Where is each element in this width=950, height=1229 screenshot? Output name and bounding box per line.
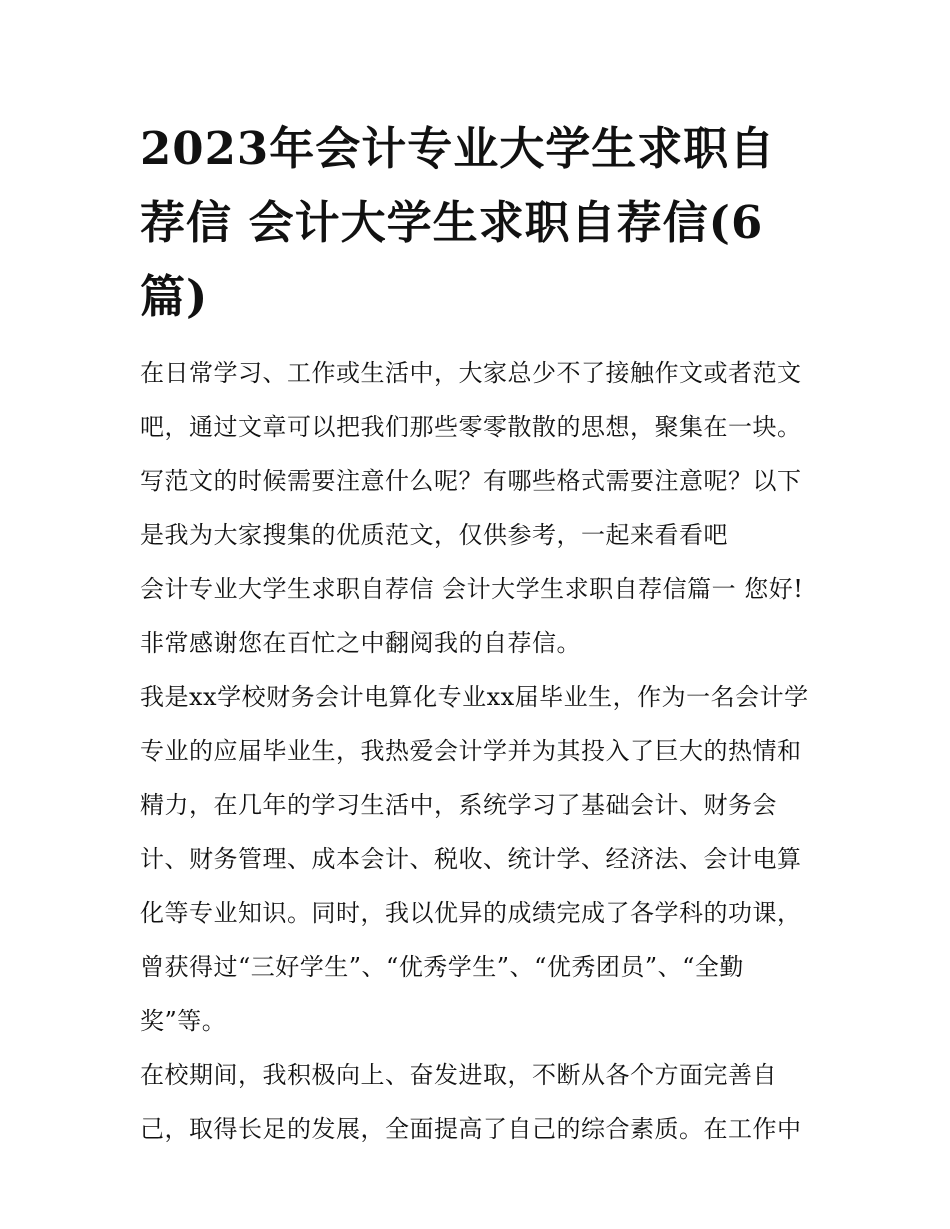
document-title: 2023年会计专业大学生求职自荐信 会计大学生求职自荐信(6篇) — [140, 122, 776, 323]
document-body — [140, 346, 812, 1156]
campus-activities-paragraph: 在校期间，我积极向上、奋发进取，不断从各个方面完善自己，取得长足的发展，全面提高了自己的综合素质。在工作中 — [140, 1061, 802, 1143]
section-heading-line: 会计专业大学生求职自荐信 会计大学生求职自荐信篇一 您好! — [140, 575, 804, 603]
intro-paragraph: 在日常学习、工作或生活中，大家总少不了接触作文或者范文吧，通过文章可以把我们那些零零散散的思想，聚集在一块。写范文的时候需要注意什么呢？有哪些格式需要注意呢？以下是我为大家搜集的优质范文，仅供参考，一起来看看吧 — [140, 359, 802, 549]
thanks-paragraph: 非常感谢您在百忙之中翻阅我的自荐信。 — [140, 629, 581, 657]
self-introduction-paragraph: 我是xx学校财务会计电算化专业xx届毕业生，作为一名会计学专业的应届毕业生，我热爱会计学并为其投入了巨大的热情和精力，在几年的学习生活中，系统学习了基础会计、财务会计、财务管理、成本会计、税收、统计学、经济法、会计电算化等专业知识。同时，我以优异的成绩完成了各学科的功课，曾获得过“三好学生”、“优秀学生”、“优秀团员”、“全勤奖”等。 — [140, 683, 809, 1035]
document-page — [140, 112, 812, 1156]
